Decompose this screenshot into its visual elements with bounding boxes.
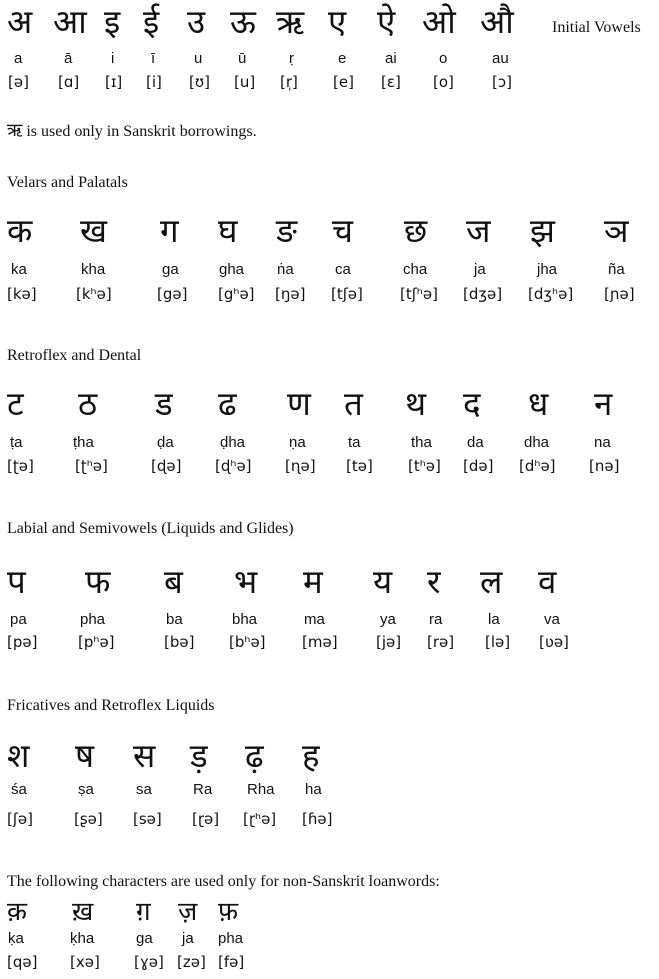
velars-roman-row bbox=[0, 261, 659, 281]
ipa: [gə] bbox=[157, 285, 188, 303]
roman: ai bbox=[385, 50, 397, 67]
char: क bbox=[7, 211, 33, 250]
roman: bha bbox=[232, 611, 258, 628]
roman: śa bbox=[11, 781, 27, 798]
roman: ṣa bbox=[78, 781, 94, 798]
ipa: [ɛ] bbox=[381, 73, 401, 91]
char: ब bbox=[164, 562, 183, 601]
velars-ipa-row bbox=[0, 285, 659, 305]
char: व bbox=[538, 562, 557, 601]
char: अ bbox=[7, 2, 33, 41]
roman: ta bbox=[348, 434, 361, 451]
section-heading: Fricatives and Retroflex Liquids bbox=[7, 697, 215, 714]
labials-char-row bbox=[0, 562, 659, 604]
velars-char-row bbox=[0, 211, 659, 253]
ipa: [tʃə] bbox=[331, 285, 363, 303]
ipa: [nə] bbox=[589, 457, 620, 475]
roman: la bbox=[488, 611, 500, 628]
char: च bbox=[332, 211, 353, 250]
ipa: [ɖə] bbox=[151, 457, 182, 475]
char: ङ bbox=[276, 211, 298, 250]
roman: ya bbox=[380, 611, 396, 628]
roman: ḳha bbox=[70, 930, 95, 947]
roman: ṅa bbox=[277, 261, 294, 278]
roman: ḍa bbox=[157, 434, 174, 451]
roman: da bbox=[467, 434, 484, 451]
roman: e bbox=[338, 50, 347, 67]
roman: ha bbox=[305, 781, 322, 798]
char: ढ़ bbox=[245, 736, 264, 775]
ipa: [bə] bbox=[164, 633, 195, 651]
ipa: [ɦə] bbox=[302, 810, 333, 828]
ipa: [fə] bbox=[218, 953, 245, 971]
char: त bbox=[344, 384, 363, 423]
roman: pha bbox=[218, 930, 244, 947]
ipa: [kʰə] bbox=[76, 285, 112, 303]
ipa: [rə] bbox=[427, 633, 455, 651]
ipa: [dʰə] bbox=[519, 457, 556, 475]
retroflex-ipa-row bbox=[0, 457, 659, 477]
char: क़ bbox=[7, 897, 27, 927]
roman: ja bbox=[182, 930, 194, 947]
ipa: [mə] bbox=[302, 633, 338, 651]
char: ऊ bbox=[230, 2, 256, 41]
roman: kha bbox=[81, 261, 106, 278]
roman: pha bbox=[80, 611, 106, 628]
ipa: [ʃə] bbox=[7, 810, 33, 828]
char: भ bbox=[234, 562, 258, 601]
section-heading: Labial and Semivowels (Liquids and Glides) bbox=[7, 520, 294, 537]
ipa: [tʃʰə] bbox=[400, 285, 438, 303]
labials-roman-row bbox=[0, 611, 659, 631]
fricatives-ipa-row bbox=[0, 810, 659, 830]
char: ध bbox=[528, 384, 549, 423]
ipa: [ʋə] bbox=[539, 633, 569, 651]
roman: ga bbox=[136, 930, 153, 947]
char: उ bbox=[187, 2, 206, 41]
roman: i bbox=[111, 50, 115, 67]
roman: a bbox=[14, 50, 23, 67]
char: घ bbox=[218, 211, 238, 250]
ipa: [ʂə] bbox=[74, 810, 103, 828]
ipa: [o] bbox=[433, 73, 454, 91]
fricatives-char-row bbox=[0, 736, 659, 778]
roman: ra bbox=[429, 611, 443, 628]
vowels-ipa-row bbox=[0, 73, 659, 93]
char: य bbox=[373, 562, 393, 601]
char: फ़ bbox=[218, 897, 239, 927]
char: ग़ bbox=[136, 897, 151, 927]
ipa: [jə] bbox=[376, 633, 402, 651]
char: ड़ bbox=[190, 736, 208, 775]
ipa: [ɪ] bbox=[105, 73, 123, 91]
labials-ipa-row bbox=[0, 633, 659, 653]
char: ञ bbox=[604, 211, 629, 250]
char: द bbox=[463, 384, 481, 423]
char: फ bbox=[85, 562, 111, 601]
roman: u bbox=[194, 50, 203, 67]
char: स bbox=[133, 736, 156, 775]
note-text: is used only in Sanskrit borrowings. bbox=[22, 123, 257, 140]
loanwords-ipa-row bbox=[0, 953, 659, 973]
roman: ū bbox=[238, 50, 247, 67]
ipa: [ɽʰə] bbox=[243, 810, 277, 828]
section-heading: Velars and Palatals bbox=[7, 174, 128, 191]
ipa: [ɲə] bbox=[604, 285, 635, 303]
roman: ja bbox=[474, 261, 486, 278]
char: इ bbox=[104, 2, 121, 41]
char: ख़ bbox=[72, 897, 94, 927]
char: ण bbox=[287, 384, 311, 423]
loanwords-roman-row bbox=[0, 930, 659, 950]
ipa: [dʒə] bbox=[463, 285, 503, 303]
ipa: [dʒʰə] bbox=[528, 285, 574, 303]
ipa: [qə] bbox=[7, 953, 38, 971]
ipa: [kə] bbox=[7, 285, 37, 303]
roman: ī bbox=[151, 50, 156, 67]
roman: ga bbox=[162, 261, 179, 278]
roman: Rha bbox=[247, 781, 275, 798]
ipa: [ɣə] bbox=[134, 953, 164, 971]
roman: gha bbox=[219, 261, 245, 278]
fricatives-roman-row bbox=[0, 781, 659, 801]
char: ठ bbox=[78, 384, 98, 423]
roman: tha bbox=[411, 434, 432, 451]
char: ह bbox=[302, 736, 320, 775]
roman: cha bbox=[403, 261, 428, 278]
char: ज़ bbox=[178, 897, 198, 927]
retroflex-roman-row bbox=[0, 434, 659, 454]
char: र bbox=[427, 562, 441, 601]
ipa: [ɑ] bbox=[58, 73, 80, 91]
char: श bbox=[7, 736, 30, 775]
ipa: [lə] bbox=[485, 633, 511, 651]
char: ज bbox=[466, 211, 491, 250]
ipa: [gʰə] bbox=[218, 285, 255, 303]
roman: na bbox=[594, 434, 611, 451]
char: झ bbox=[530, 211, 555, 250]
ipa: [ʊ] bbox=[189, 73, 210, 91]
roman: sa bbox=[136, 781, 152, 798]
ipa: [ɽə] bbox=[192, 810, 220, 828]
roman: ḍha bbox=[220, 434, 246, 451]
ipa: [u] bbox=[234, 73, 256, 91]
roman: ṭha bbox=[73, 434, 94, 451]
ipa: [ʈʰə] bbox=[75, 457, 108, 475]
ipa: [tə] bbox=[346, 457, 373, 475]
vowels-char-row bbox=[0, 2, 659, 44]
char: ए bbox=[328, 2, 347, 41]
roman: o bbox=[439, 50, 448, 67]
loanwords-char-row bbox=[0, 896, 659, 930]
char: ट bbox=[7, 384, 24, 423]
char: ड bbox=[155, 384, 173, 423]
char: ढ bbox=[218, 384, 237, 423]
ipa: [də] bbox=[463, 457, 494, 475]
vowel-note bbox=[7, 118, 257, 142]
ipa: [i] bbox=[146, 73, 162, 91]
ipa: [ə] bbox=[8, 73, 29, 91]
ipa: [tʰə] bbox=[408, 457, 441, 475]
ipa: [r̩] bbox=[280, 73, 298, 91]
ipa: [ɔ] bbox=[492, 73, 512, 91]
roman: ka bbox=[11, 261, 27, 278]
roman: va bbox=[544, 611, 560, 628]
roman: dha bbox=[524, 434, 550, 451]
ipa: [sə] bbox=[133, 810, 162, 828]
roman: ṇa bbox=[289, 434, 306, 451]
ipa: [ɖʰə] bbox=[215, 457, 252, 475]
roman: ma bbox=[304, 611, 325, 628]
roman: Ra bbox=[193, 781, 213, 798]
roman: ba bbox=[166, 611, 183, 628]
section-heading: Retroflex and Dental bbox=[7, 347, 142, 364]
roman: ā bbox=[64, 50, 73, 67]
roman: ca bbox=[335, 261, 351, 278]
ipa: [e] bbox=[333, 73, 354, 91]
char: थ bbox=[405, 384, 427, 423]
char: म bbox=[303, 562, 323, 601]
roman: ña bbox=[608, 261, 625, 278]
ipa: [pə] bbox=[7, 633, 38, 651]
section-heading: The following characters are used only for non-Sanskrit loanwords: bbox=[7, 873, 440, 890]
ipa: [ŋə] bbox=[275, 285, 306, 303]
char: न bbox=[594, 384, 613, 423]
roman: pa bbox=[10, 611, 27, 628]
char: ल bbox=[480, 562, 503, 601]
ipa: [ɳə] bbox=[285, 457, 316, 475]
char: औ bbox=[480, 2, 514, 41]
char: छ bbox=[404, 211, 428, 250]
ipa: [ʈə] bbox=[7, 457, 34, 475]
char: प bbox=[7, 562, 26, 601]
char: ष bbox=[75, 736, 95, 775]
ipa: [zə] bbox=[177, 953, 206, 971]
char: ख bbox=[80, 211, 107, 250]
ipa: [pʰə] bbox=[78, 633, 115, 651]
char: आ bbox=[53, 2, 87, 41]
note-char: ऋ bbox=[7, 120, 23, 141]
char: ऐ bbox=[377, 2, 396, 41]
roman: ṭa bbox=[10, 434, 23, 451]
roman: jha bbox=[537, 261, 558, 278]
char: ओ bbox=[422, 2, 456, 41]
char: ऋ bbox=[276, 2, 305, 41]
roman: au bbox=[492, 50, 509, 67]
ipa: [bʰə] bbox=[229, 633, 266, 651]
vowels-roman-row bbox=[0, 50, 659, 70]
vowels-label: Initial Vowels bbox=[552, 19, 641, 36]
retroflex-char-row bbox=[0, 384, 659, 426]
roman: ṛ bbox=[289, 50, 294, 67]
ipa: [xə] bbox=[70, 953, 100, 971]
roman: ḳa bbox=[8, 930, 24, 947]
char: ग bbox=[160, 211, 179, 250]
char: ई bbox=[143, 2, 160, 41]
